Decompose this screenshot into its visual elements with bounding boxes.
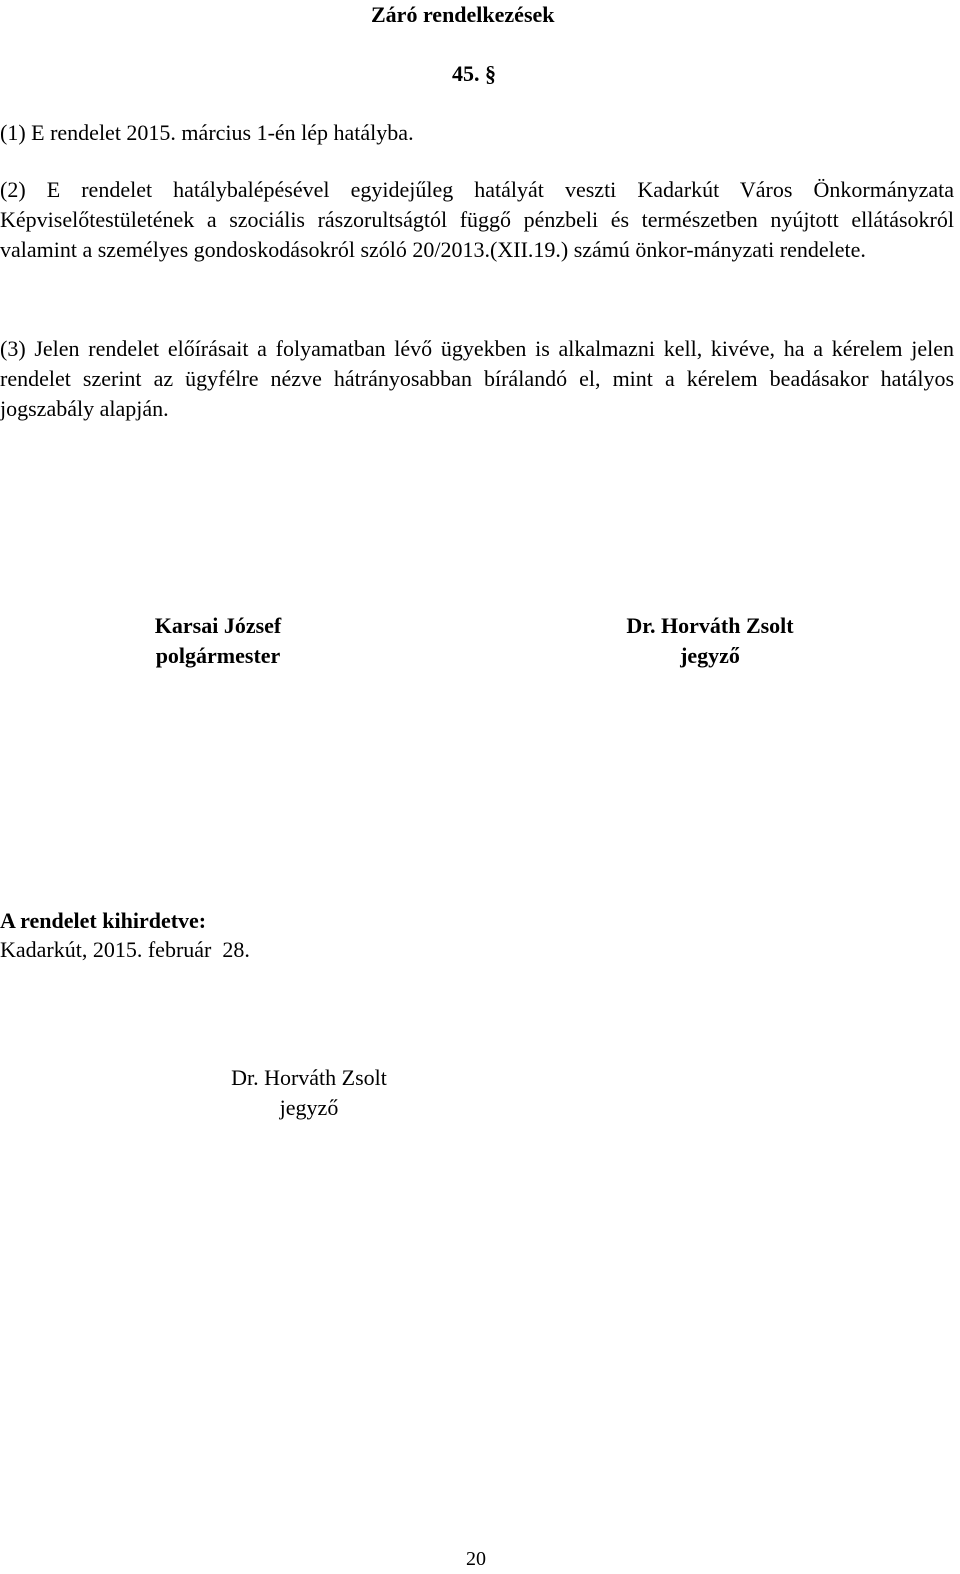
signature-left-title: polgármester xyxy=(155,643,281,668)
signature-left-name: Karsai József xyxy=(154,613,282,638)
section-heading: Záró rendelkezések xyxy=(371,2,555,27)
signature-right-name: Dr. Horváth Zsolt xyxy=(626,613,794,638)
paragraph-2: (2) E rendelet hatálybalépésével egyidejűleg hatályát veszti Kadarkút Város Önkormányzata Képviselőtestületének a szociális rászorultságtól függő pénzbeli és természetben nyújtott ellátásokról valamint a személyes gondoskodásokról szóló 20/2013.(XII.19.) számú önkor-mányzati rendelete. xyxy=(0,177,954,262)
signature-right-title: jegyző xyxy=(680,643,740,668)
promulgation-place-date: Kadarkút, 2015. február 28. xyxy=(0,937,250,962)
promulgation-signer-name: Dr. Horváth Zsolt xyxy=(231,1065,387,1090)
promulgation-signer xyxy=(159,1063,459,1123)
signature-left xyxy=(68,611,368,671)
signature-right xyxy=(560,611,860,671)
page-number: 20 xyxy=(466,1548,486,1570)
section-number: 45. § xyxy=(452,61,496,86)
paragraph-1: (1) E rendelet 2015. március 1-én lép hatályba. xyxy=(0,120,414,145)
paragraph-3: (3) Jelen rendelet előírásait a folyamatban lévő ügyekben is alkalmazni kell, kivéve, ha a kérelem jelen rendelet szerint az ügyfélre nézve hátrányosabban bírálandó el, mint a kérelem beadásakor hatályos jogszabály alapján. xyxy=(0,336,954,421)
promulgation-signer-title: jegyző xyxy=(279,1095,339,1120)
promulgation-label: A rendelet kihirdetve: xyxy=(0,908,207,933)
